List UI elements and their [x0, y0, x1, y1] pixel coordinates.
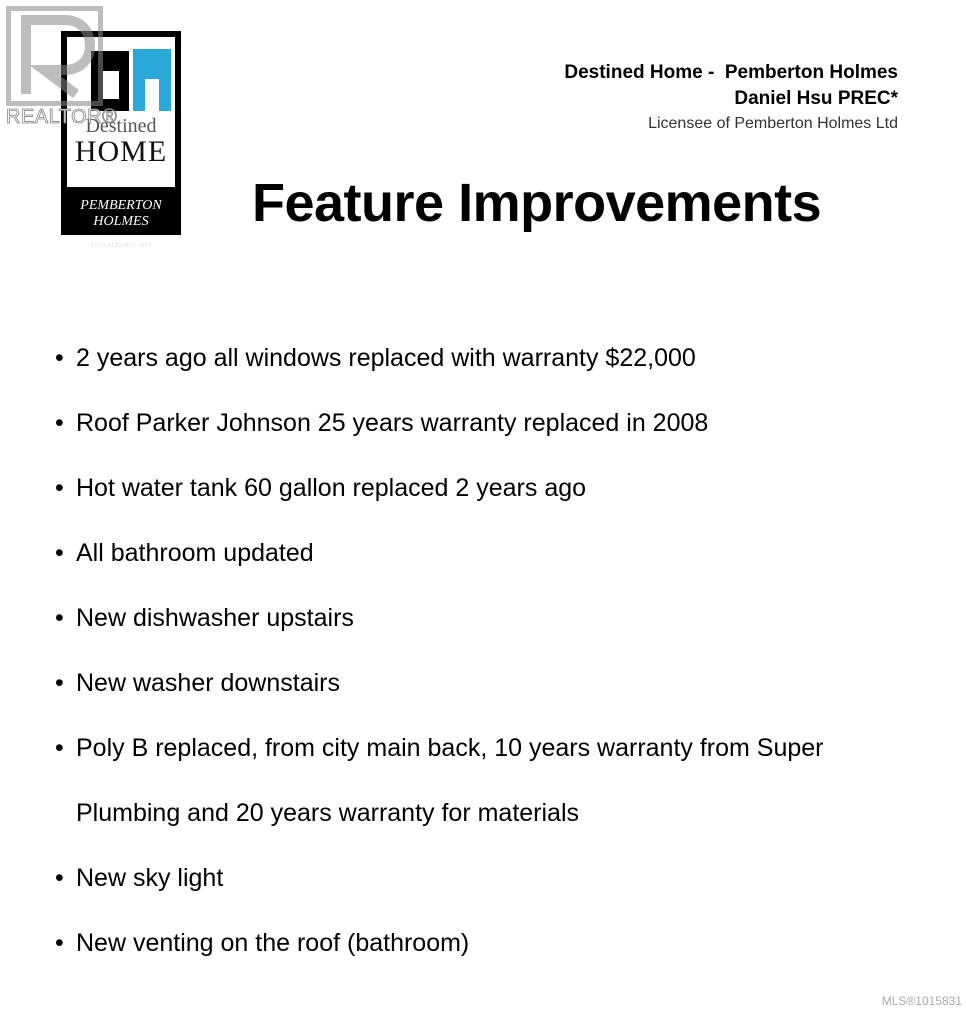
- bullet-icon: •: [55, 474, 64, 502]
- feature-item-dishwasher: [55, 586, 935, 651]
- feature-text: New sky light: [76, 864, 224, 892]
- logo-home-text: HOME: [74, 135, 168, 168]
- feature-list: [55, 326, 935, 976]
- bullet-icon: •: [55, 604, 64, 632]
- brokerage-name: Destined Home - Pemberton Holmes: [564, 62, 898, 83]
- feature-text: New venting on the roof (bathroom): [76, 929, 470, 957]
- bullet-icon: •: [55, 734, 64, 762]
- feature-item-washer: [55, 651, 935, 716]
- agent-contact: [564, 60, 898, 136]
- mls-number: MLS®1015831: [881, 994, 962, 1008]
- logo-established-text: ESTABLISHED 1887: [90, 243, 152, 249]
- realtor-r-icon: [6, 6, 103, 106]
- feature-text: Hot water tank 60 gallon replaced 2 years ago: [76, 474, 587, 502]
- bullet-icon: •: [55, 929, 64, 957]
- logo-pemberton-text: PEMBERTON: [80, 198, 162, 213]
- feature-item-poly-b: [55, 716, 935, 846]
- feature-text: All bathroom updated: [76, 539, 314, 567]
- bullet-icon: •: [55, 539, 64, 567]
- agent-name: Daniel Hsu PREC*: [734, 88, 898, 109]
- feature-text: New washer downstairs: [76, 669, 340, 697]
- licensee-note: Licensee of Pemberton Holmes Ltd: [648, 115, 898, 132]
- feature-text: Roof Parker Johnson 25 years warranty replaced in 2008: [76, 409, 709, 437]
- bullet-icon: •: [55, 409, 64, 437]
- logo-destined-text: Destined: [85, 115, 157, 137]
- feature-item-sky-light: [55, 846, 935, 911]
- feature-text: New dishwasher upstairs: [76, 604, 354, 632]
- bullet-icon: •: [55, 344, 64, 372]
- feature-item-bathroom: [55, 521, 935, 586]
- feature-text-continuation: Plumbing and 20 years warranty for materials: [76, 799, 580, 827]
- bullet-icon: •: [55, 864, 64, 892]
- page-title: Feature Improvements: [252, 173, 822, 233]
- feature-text: 2 years ago all windows replaced with warranty $22,000: [76, 344, 696, 372]
- realtor-watermark: REALTOR®: [6, 106, 118, 128]
- feature-item-venting: [55, 911, 935, 976]
- feature-item-roof: [55, 391, 935, 456]
- feature-item-hot-water-tank: [55, 456, 935, 521]
- logo-holmes-text: HOLMES: [93, 214, 149, 229]
- bullet-icon: •: [55, 669, 64, 697]
- feature-text: Poly B replaced, from city main back, 10 years warranty from Super: [76, 734, 824, 762]
- feature-item-windows: [55, 326, 935, 391]
